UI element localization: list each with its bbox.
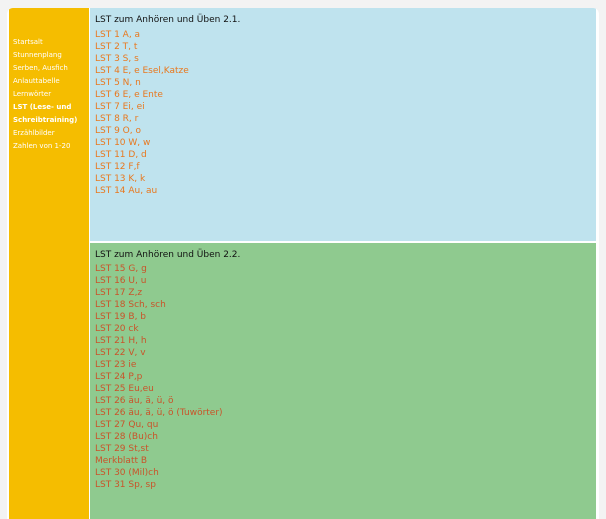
lst-link[interactable]: LST 11 D, d (95, 150, 147, 160)
sidebar-nav (9, 8, 89, 519)
lst-link[interactable]: LST 15 G, g (95, 264, 147, 274)
lst-link[interactable]: LST 22 V, v (95, 348, 146, 358)
lst-link[interactable]: LST 3 S, s (95, 54, 139, 64)
page-frame (7, 8, 599, 519)
lst-link[interactable]: LST 29 St,st (95, 444, 149, 454)
lst-link[interactable]: LST 17 Z,z (95, 288, 143, 298)
sidebar-item-zahlen[interactable]: Zahlen von 1-20 (13, 142, 71, 150)
lst-link[interactable]: LST 6 E, e Ente (95, 90, 163, 100)
lst-link[interactable]: LST 10 W, w (95, 138, 151, 148)
sidebar-item-stundenplan[interactable]: Stunnenplang (13, 51, 62, 59)
lst-link[interactable]: LST 2 T, t (95, 42, 138, 52)
sidebar-item-lernwoerter[interactable]: Lernwörter (13, 90, 52, 98)
lst-link[interactable]: LST 28 (Bu)ch (95, 432, 158, 442)
lst-link[interactable]: Merkblatt B (95, 456, 148, 466)
lst-link[interactable]: LST 21 H, h (95, 336, 147, 346)
lst-link[interactable]: LST 5 N, n (95, 78, 141, 88)
lst-link[interactable]: LST 26 äu, ä, ü, ö (Tuwörter) (95, 408, 223, 418)
lst-link[interactable]: LST 24 P,p (95, 372, 143, 382)
lst-link[interactable]: LST 14 Au, au (95, 186, 158, 196)
lst-link[interactable]: LST 9 O, o (95, 126, 141, 136)
sidebar-item-farben[interactable]: Serben, Ausfich (13, 64, 68, 72)
lst-link[interactable]: LST 19 B, b (95, 312, 147, 322)
lst-link[interactable]: LST 30 (Mil)ch (95, 468, 159, 478)
sidebar-item-startseite[interactable]: Startsalt (13, 38, 43, 46)
lst-link[interactable]: LST 26 äu, ä, ü, ö (95, 396, 174, 406)
lst-link[interactable]: LST 31 Sp, sp (95, 480, 156, 490)
section-title: LST zum Anhören und Üben 2.2. (95, 250, 241, 260)
sidebar-item-anlauttabelle[interactable]: Anlauttabelle (13, 77, 60, 85)
section-lst-2-2 (90, 243, 596, 519)
lst-link[interactable]: LST 4 E, e Esel,Katze (95, 66, 189, 76)
lst-link[interactable]: LST 7 Ei, ei (95, 102, 145, 112)
link-list (95, 263, 596, 491)
lst-link[interactable]: LST 20 ck (95, 324, 139, 334)
sidebar-item-lst-line2[interactable]: Schreibtraining) (13, 116, 78, 124)
lst-link[interactable]: LST 23 ie (95, 360, 137, 370)
lst-link[interactable]: LST 1 A, a (95, 30, 141, 40)
lst-link[interactable]: LST 8 R, r (95, 114, 139, 124)
lst-link[interactable]: LST 18 Sch, sch (95, 300, 166, 310)
section-lst-2-1 (90, 8, 596, 241)
section-title: LST zum Anhören und Üben 2.1. (95, 15, 241, 25)
lst-link[interactable]: LST 27 Qu, qu (95, 420, 159, 430)
lst-link[interactable]: LST 25 Eu,eu (95, 384, 154, 394)
sidebar-item-lst-line1[interactable]: LST (Lese- und (13, 103, 72, 111)
lst-link[interactable]: LST 13 K, k (95, 174, 146, 184)
lst-link[interactable]: LST 12 F,f (95, 162, 140, 172)
lst-link[interactable]: LST 16 U, u (95, 276, 147, 286)
link-list (95, 29, 596, 197)
sidebar-item-erzaehlbilder[interactable]: Erzählbilder (13, 129, 55, 137)
